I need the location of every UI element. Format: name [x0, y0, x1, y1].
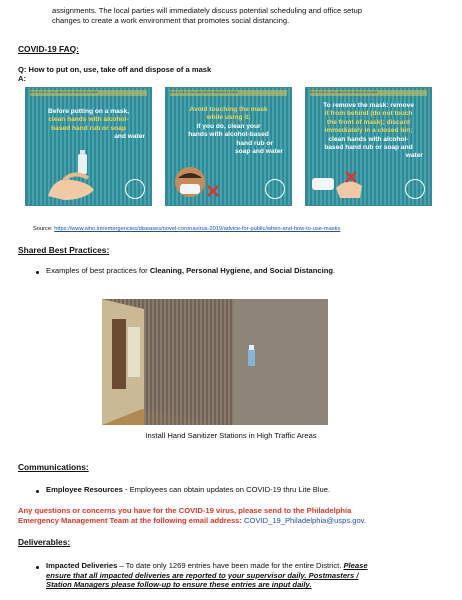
source-line — [33, 226, 340, 233]
best-practices-heading: Shared Best Practices: — [18, 245, 110, 255]
hand-sanitizer-icon — [44, 150, 104, 202]
panel-3-header: How to put on, use, take off and dispose of a mask — [310, 90, 427, 96]
bullet-icon — [36, 271, 39, 274]
notice-email-link[interactable]: COVID_19_Philadelphia@usps.gov. — [244, 516, 367, 525]
who-logo-icon — [125, 179, 145, 199]
hallway-photo-illustration — [102, 299, 328, 425]
mask-panel-3 — [305, 87, 432, 206]
who-logo-icon — [405, 179, 425, 199]
panel-3-text: To remove the mask: remove it from behind (do not touch the front of mask); discard immediately in a closed bin; clean hands with alcohol- based hand rub or soap and water — [323, 102, 423, 160]
best-practices-bullet: Examples of best practices for Cleaning, Personal Hygiene, and Social Distancing. — [46, 266, 336, 275]
notice-line-1: Any questions or concerns you have for the COVID-19 virus, please send to the Philadelphia — [18, 506, 352, 515]
faq-heading: COVID-19 FAQ: — [18, 44, 79, 54]
who-logo-icon — [265, 179, 285, 199]
mask-panel-1 — [25, 87, 152, 206]
panel-2-text: Avoid touching the mask while using it; if you do, clean your hands with alcohol-based hand rub or soap and water — [188, 106, 283, 156]
panel-1-text: Before putting on a mask, clean hands with alcohol- based hand rub or soap and water — [48, 108, 145, 141]
photo-caption: Install Hand Sanitizer Stations in High Traffic Areas — [145, 431, 317, 440]
cross-mark-icon — [206, 184, 220, 198]
source-label: Source: — [33, 226, 53, 232]
bullet-icon — [36, 566, 39, 569]
notice-line-2: Emergency Management Team at the following email address: COVID_19_Philadelphia@usps.gov. — [18, 516, 367, 525]
faq-answer-label: A: — [18, 74, 27, 83]
bullet-icon — [36, 490, 39, 493]
sanitizer-station-photo — [102, 299, 328, 425]
mask-panel-2 — [165, 87, 292, 206]
mask-disposal-icon — [310, 168, 370, 202]
communications-bullet: Employee Resources - Employees can obtain updates on COVID-19 thru Lite Blue. — [46, 485, 331, 494]
intro-line-2: changes to create a work environment that promotes social distancing. — [52, 16, 290, 25]
faq-question: Q: How to put on, use, take off and dispose of a mask — [18, 65, 212, 74]
communications-heading: Communications: — [18, 462, 89, 472]
deliverables-heading: Deliverables: — [18, 537, 71, 547]
source-link[interactable]: https://www.who.int/emergencies/diseases/novel-coronavirus-2019/advice-for-public/when-and-how-to-use-masks — [54, 226, 341, 232]
panel-2-header: How to put on, use, take off and dispose of a mask — [170, 90, 287, 96]
intro-line-1: assignments. The local parties will immediately discuss potential scheduling and office setup — [52, 6, 362, 15]
panel-1-header: How to put on, use, take off and dispose of a mask — [30, 90, 147, 96]
deliverables-bullet: Impacted Deliveries – To date only 1269 entries have been made for the entire District. Please ensure that all impacted deliveries are reported to your supervisor daily. Postmasters / Station Managers please follow-up to ensure these entries are input daily. — [46, 561, 368, 590]
